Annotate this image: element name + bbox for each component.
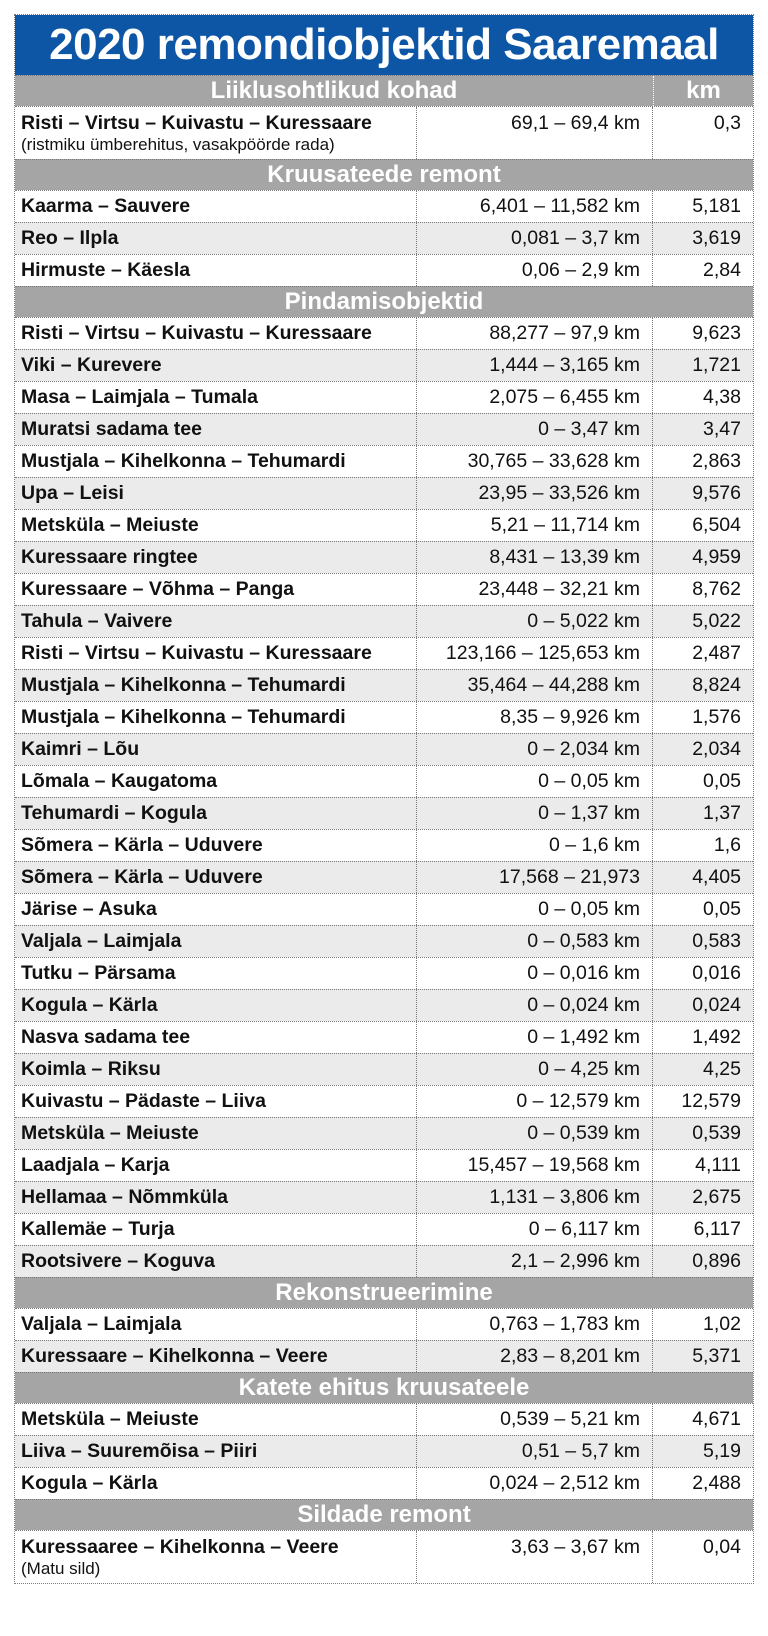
table-row [15,1308,753,1340]
km-range-cell: 23,95 – 33,526 km [417,478,653,509]
road-name: Valjala – Laimjala [21,1313,182,1335]
road-name: Masa – Laimjala – Tumala [21,386,258,408]
km-length-cell: 8,824 [692,674,741,696]
km-length-cell: 4,671 [692,1408,741,1430]
road-name-cell [15,318,417,349]
road-name-cell [15,990,417,1021]
road-name-cell [15,1054,417,1085]
km-range-cell: 0 – 0,05 km [417,766,653,797]
road-name-cell [15,478,417,509]
km-range-cell: 2,1 – 2,996 km [417,1246,653,1277]
road-name-cell [15,1086,417,1117]
road-name-cell [15,574,417,605]
road-name: Tehumardi – Kogula [21,802,207,824]
km-length-cell: 4,405 [692,866,741,888]
road-name: Kaarma – Sauvere [21,195,191,217]
road-name-cell [15,766,417,797]
km-range-cell: 6,401 – 11,582 km [417,191,653,222]
table-row [15,1340,753,1372]
road-name: Lõmala – Kaugatoma [21,770,218,792]
road-name: Kogula – Kärla [21,994,158,1016]
km-length-cell: 5,371 [692,1345,741,1367]
km-column-header: km [686,77,721,104]
road-name: Sõmera – Kärla – Uduvere [21,866,263,888]
km-length-cell: 9,623 [692,322,741,344]
road-name-cell [15,542,417,573]
road-name: Kogula – Kärla [21,1472,158,1494]
table-row [15,669,753,701]
km-length-cell: 0,539 [692,1122,741,1144]
road-name: Risti – Virtsu – Kuivastu – Kuressaare [21,642,372,664]
road-name-cell [15,414,417,445]
road-name: Hirmuste – Käesla [21,259,191,281]
km-range-cell: 0 – 2,034 km [417,734,653,765]
section-title: Katete ehitus kruusateele [238,1374,530,1401]
km-length-cell: 0,024 [692,994,741,1016]
road-name: Rootsivere – Koguva [21,1250,215,1272]
road-name-cell [15,926,417,957]
table-row [15,573,753,605]
road-name-cell [15,702,417,733]
road-name-cell [15,1436,417,1467]
km-length-cell: 1,576 [692,706,741,728]
table-row [15,765,753,797]
km-range-cell: 2,83 – 8,201 km [417,1341,653,1372]
table-row [15,445,753,477]
road-name-cell [15,894,417,925]
km-length-cell: 0,896 [692,1250,741,1272]
km-length-cell: 2,675 [692,1186,741,1208]
road-name: Kuressaare – Võhma – Panga [21,578,295,600]
road-name: Risti – Virtsu – Kuivastu – Kuressaare [21,322,372,344]
road-name-cell [15,1309,417,1340]
road-name-cell [15,1022,417,1053]
km-length-cell: 8,762 [692,578,741,600]
table-row [15,893,753,925]
road-name: Mustjala – Kihelkonna – Tehumardi [21,450,346,472]
km-length-cell: 2,487 [692,642,741,664]
km-length-cell: 0,04 [703,1536,741,1558]
road-name-cell [15,382,417,413]
table-row [15,317,753,349]
km-length-cell: 9,576 [692,482,741,504]
km-range-cell: 30,765 – 33,628 km [417,446,653,477]
table-row [15,1403,753,1435]
road-name-cell [15,350,417,381]
km-length-cell: 6,117 [693,1218,741,1240]
road-name: Mustjala – Kihelkonna – Tehumardi [21,706,346,728]
km-range-cell: 0 – 0,539 km [417,1118,653,1149]
road-name-cell [15,1468,417,1499]
road-name: Metsküla – Meiuste [21,1408,199,1430]
km-length-cell: 2,84 [703,259,741,281]
km-length-cell: 1,721 [692,354,741,376]
table-row [15,957,753,989]
table-row [15,1213,753,1245]
table-row [15,1085,753,1117]
km-range-cell: 2,075 – 6,455 km [417,382,653,413]
km-range-cell: 69,1 – 69,4 km [417,107,653,159]
table-row [15,861,753,893]
road-name-cell [15,1150,417,1181]
road-name-cell [15,1214,417,1245]
km-length-cell: 4,38 [703,386,741,408]
road-name: Nasva sadama tee [21,1026,191,1048]
road-name: Kuivastu – Pädaste – Liiva [21,1090,266,1112]
km-range-cell: 0 – 3,47 km [417,414,653,445]
table-row [15,925,753,957]
table-row [15,733,753,765]
km-length-cell: 3,47 [703,418,741,440]
km-length-cell: 0,3 [713,112,741,134]
km-range-cell: 35,464 – 44,288 km [417,670,653,701]
section-header [15,286,753,317]
km-range-cell: 0 – 1,6 km [417,830,653,861]
km-length-cell: 2,863 [692,450,741,472]
table-row [15,989,753,1021]
road-name-cell [15,798,417,829]
table-row [15,381,753,413]
km-range-cell: 5,21 – 11,714 km [417,510,653,541]
km-length-cell: 1,02 [703,1313,741,1335]
section-title: Pindamisobjektid [284,288,484,315]
road-name: Metsküla – Meiuste [21,514,199,536]
km-length-cell: 2,034 [692,738,741,760]
road-name-cell [15,1246,417,1277]
km-length-cell: 3,619 [692,227,741,249]
km-range-cell: 8,35 – 9,926 km [417,702,653,733]
road-name: Reo – Ilpla [21,227,119,249]
road-name-cell [15,958,417,989]
table-row [15,477,753,509]
road-name-cell [15,223,417,254]
km-range-cell: 0 – 12,579 km [417,1086,653,1117]
road-name: Kuressaare – Kihelkonna – Veere [21,1345,328,1367]
road-name-cell [15,638,417,669]
table-row [15,701,753,733]
road-name: Tutku – Pärsama [21,962,176,984]
road-name: Järise – Asuka [21,898,157,920]
road-name: Risti – Virtsu – Kuivastu – Kuressaare [21,112,372,134]
road-name-cell [15,255,417,286]
table-row [15,106,753,159]
km-range-cell: 0,06 – 2,9 km [417,255,653,286]
km-length-cell: 0,583 [692,930,741,952]
road-name-cell [15,1404,417,1435]
table-row [15,1117,753,1149]
km-length-cell: 4,111 [695,1154,741,1176]
km-range-cell: 0 – 0,024 km [417,990,653,1021]
road-name-cell [15,862,417,893]
road-note: (Matu sild) [21,1559,101,1578]
km-range-cell: 0 – 1,37 km [417,798,653,829]
km-range-cell: 8,431 – 13,39 km [417,542,653,573]
section-header [15,159,753,190]
km-length-cell: 1,492 [692,1026,741,1048]
km-range-cell: 0 – 5,022 km [417,606,653,637]
road-name-cell [15,830,417,861]
road-name: Sõmera – Kärla – Uduvere [21,834,263,856]
road-name: Laadjala – Karja [21,1154,170,1176]
table-row [15,349,753,381]
section-header [15,75,753,106]
km-length-cell: 4,25 [703,1058,741,1080]
table-row [15,829,753,861]
km-range-cell: 0 – 0,016 km [417,958,653,989]
table-row [15,1435,753,1467]
table-row [15,222,753,254]
table-row [15,254,753,286]
km-length-cell: 0,05 [703,898,741,920]
road-name: Mustjala – Kihelkonna – Tehumardi [21,674,346,696]
road-name: Liiva – Suuremõisa – Piiri [21,1440,258,1462]
table-title: 2020 remondiobjektid Saaremaal [15,15,753,75]
table-row [15,1149,753,1181]
road-name-cell [15,510,417,541]
km-range-cell: 123,166 – 125,653 km [417,638,653,669]
km-range-cell: 0 – 1,492 km [417,1022,653,1053]
km-range-cell: 1,444 – 3,165 km [417,350,653,381]
table-row [15,1053,753,1085]
km-range-cell: 0,024 – 2,512 km [417,1468,653,1499]
km-length-cell: 5,19 [703,1440,741,1462]
repair-objects-table [14,14,754,1584]
road-name-cell [15,670,417,701]
table-row [15,637,753,669]
section-header [15,1372,753,1403]
km-range-cell: 0,081 – 3,7 km [417,223,653,254]
road-name-cell [15,1118,417,1149]
km-range-cell: 0,763 – 1,783 km [417,1309,653,1340]
km-range-cell: 1,131 – 3,806 km [417,1182,653,1213]
section-title: Liiklusohtlikud kohad [15,76,654,106]
km-length-cell: 1,37 [703,802,741,824]
km-length-cell: 5,181 [692,195,741,217]
road-name-cell [15,1531,417,1583]
road-name-cell [15,446,417,477]
km-length-cell: 1,6 [713,834,741,856]
km-length-cell: 2,488 [692,1472,741,1494]
road-name: Kuressaare ringtee [21,546,198,568]
km-length-cell: 6,504 [692,514,741,536]
km-range-cell: 0 – 0,05 km [417,894,653,925]
road-name: Koimla – Riksu [21,1058,161,1080]
road-name: Kaimri – Lõu [21,738,140,760]
road-name: Upa – Leisi [21,482,124,504]
table-row [15,1021,753,1053]
table-row [15,413,753,445]
section-title: Kruusateede remont [267,161,501,188]
km-range-cell: 0,51 – 5,7 km [417,1436,653,1467]
table-row [15,509,753,541]
road-name: Tahula – Vaivere [21,610,173,632]
road-name-cell [15,1182,417,1213]
km-range-cell: 0 – 0,583 km [417,926,653,957]
km-range-cell: 0 – 4,25 km [417,1054,653,1085]
km-length-cell: 0,05 [703,770,741,792]
section-header [15,1277,753,1308]
table-row [15,605,753,637]
road-name: Viki – Kurevere [21,354,162,376]
table-row [15,1181,753,1213]
section-title: Rekonstrueerimine [275,1279,493,1306]
road-name: Metsküla – Meiuste [21,1122,199,1144]
km-range-cell: 88,277 – 97,9 km [417,318,653,349]
road-name-cell [15,191,417,222]
road-name-cell [15,107,417,159]
table-row [15,1467,753,1499]
km-length-cell: 12,579 [681,1090,741,1112]
road-name: Hellamaa – Nõmmküla [21,1186,229,1208]
table-row [15,1530,753,1583]
table-row [15,1245,753,1277]
road-name: Kuressaaree – Kihelkonna – Veere [21,1536,339,1558]
km-range-cell: 15,457 – 19,568 km [417,1150,653,1181]
km-length-cell: 4,959 [692,546,741,568]
km-range-cell: 23,448 – 32,21 km [417,574,653,605]
km-range-cell: 0 – 6,117 km [417,1214,653,1245]
road-name: Muratsi sadama tee [21,418,202,440]
km-range-cell: 3,63 – 3,67 km [417,1531,653,1583]
km-length-cell: 5,022 [692,610,741,632]
km-range-cell: 17,568 – 21,973 [417,862,653,893]
road-name-cell [15,734,417,765]
road-name: Kallemäe – Turja [21,1218,175,1240]
table-row [15,797,753,829]
section-title: Sildade remont [297,1501,471,1528]
table-body [15,75,753,1583]
table-row [15,190,753,222]
section-header [15,1499,753,1530]
road-name: Valjala – Laimjala [21,930,182,952]
road-note: (ristmiku ümberehitus, vasakpöörde rada) [21,135,335,154]
road-name-cell [15,1341,417,1372]
table-row [15,541,753,573]
km-length-cell: 0,016 [692,962,741,984]
km-range-cell: 0,539 – 5,21 km [417,1404,653,1435]
road-name-cell [15,606,417,637]
